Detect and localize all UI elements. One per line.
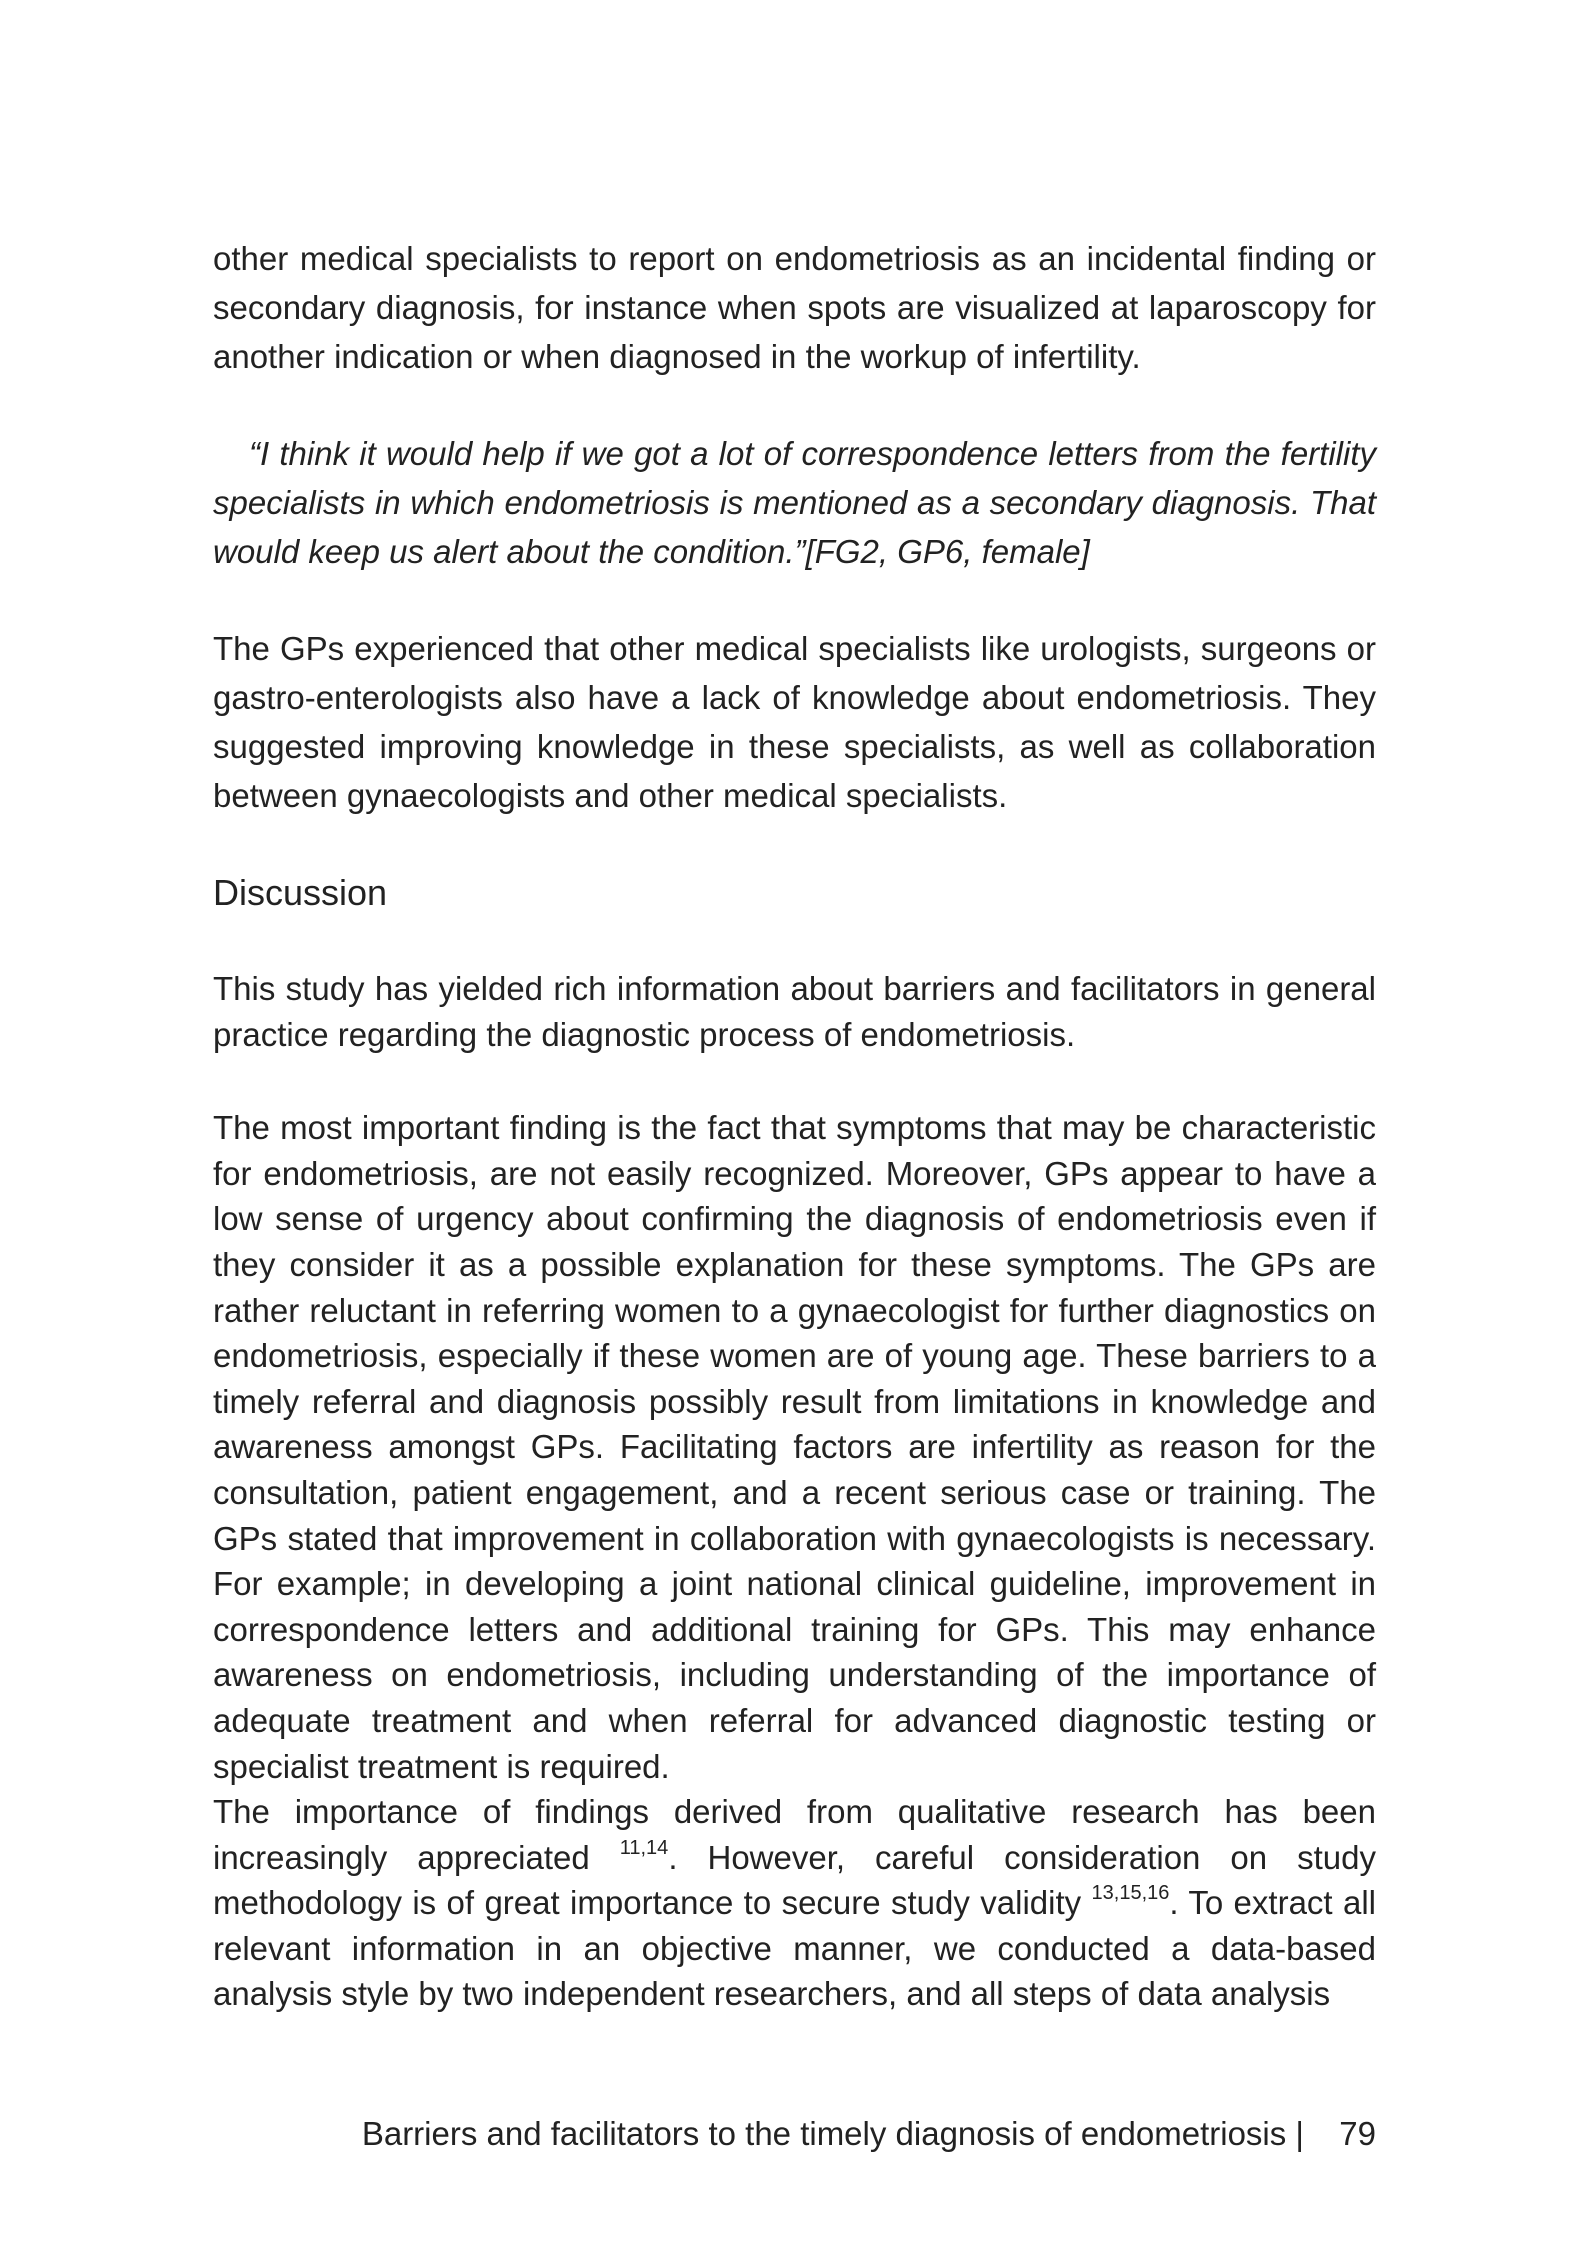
gp-quote: “I think it would help if we got a lot of correspondence letters from the fertility specialists in which endometriosis is mentioned as a secondary diagnosis. That would keep us alert about the condition.”[FG2, GP6, female] — [213, 435, 1376, 570]
specialists-paragraph: The GPs experienced that other medical specialists like urologists, surgeons or gastro-enterologists also have a lack of knowledge about endometriosis. They suggested improving knowledge in these specialists, as well as collaboration between gynaecologists and other medical specialists. — [213, 630, 1376, 814]
discussion-paragraph-2: The most important finding is the fact that symptoms that may be characteristic for endometriosis, are not easily recognized. Moreover, GPs appear to have a low sense of urgency about confirming the diagnosis of endometriosis even if they consider it as a possible explanation for these symptoms. The GPs are rather reluctant in referring women to a gynaecologist for further diagnostics on endometriosis, especially if these women are of young age. These barriers to a timely referral and diagnosis possibly result from limitations in knowledge and awareness amongst GPs. Facilitating factors are infertility as reason for the consultation, patient engagement, and a recent serious case or training. The GPs stated that improvement in collaboration with gynaecologists is necessary. For example; in developing a joint national clinical guideline, improvement in correspondence letters and additional training for GPs. This may enhance awareness on endometriosis, including understanding of the importance of adequate treatment and when referral for advanced diagnostic testing or specialist treatment is required. — [213, 1109, 1376, 1785]
page-number: 79 — [1339, 2115, 1376, 2152]
page-footer — [213, 2114, 1376, 2154]
page-content — [213, 234, 1376, 2017]
citation-13-15-16: 13,15,16 — [1091, 1882, 1170, 1905]
discussion-paragraph-3-text-1: The importance of findings derived from qualitative research has been increasingly appreciated — [213, 1793, 1376, 1876]
citation-11-14: 11,14 — [619, 1836, 669, 1859]
discussion-paragraph-3 — [213, 1789, 1376, 2017]
intro-paragraph: other medical specialists to report on endometriosis as an incidental finding or secondary diagnosis, for instance when spots are visualized at laparoscopy for another indication or when diagnosed in the workup of infertility. — [213, 240, 1376, 375]
discussion-paragraph-3-text-2: . However, careful consideration on study methodology is of great importance to secure study validity — [213, 1838, 1376, 1922]
discussion-paragraph-1: This study has yielded rich information about barriers and facilitators in general practice regarding the diagnostic process of endometriosis. — [213, 970, 1376, 1053]
discussion-heading: Discussion — [213, 872, 388, 913]
running-title: Barriers and facilitators to the timely diagnosis of endometriosis | — [361, 2115, 1304, 2152]
discussion-paragraph-3-text-3: . To extract all relevant information in an objective manner, we conducted a data-based analysis style by two independent researchers, and all steps of data analysis — [213, 1884, 1376, 2013]
